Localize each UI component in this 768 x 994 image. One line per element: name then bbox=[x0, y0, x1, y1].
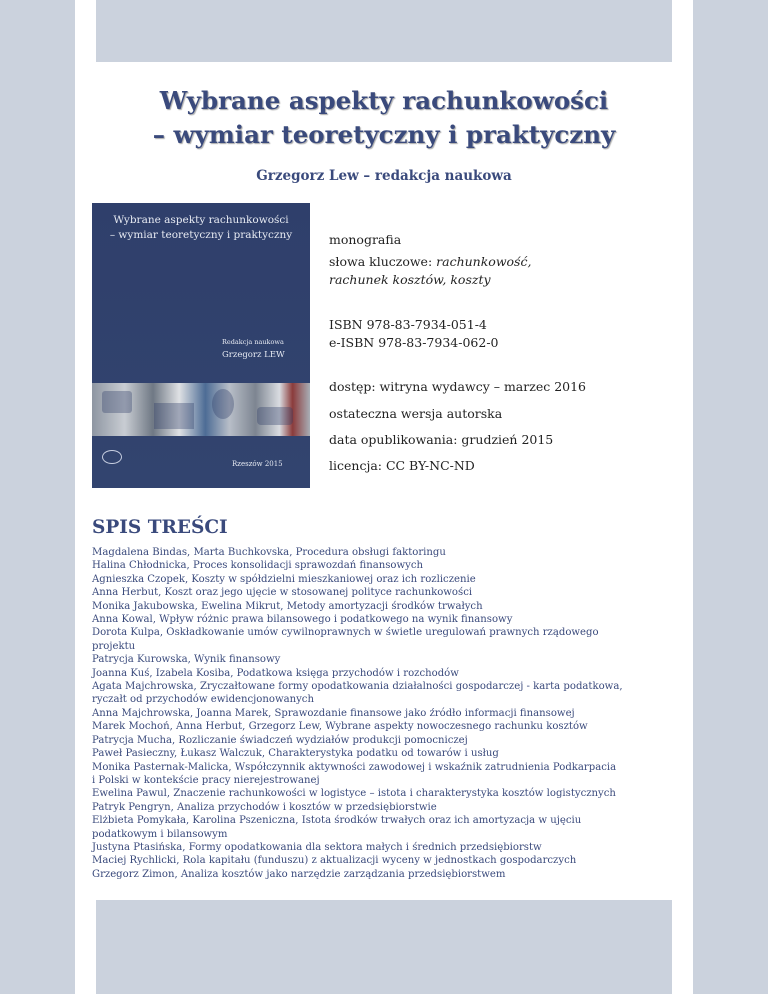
keywords-label: słowa kluczowe: bbox=[329, 254, 437, 269]
toc-line[interactable]: Paweł Pasieczny, Łukasz Walczuk, Charakterystyka podatku od towarów i usług bbox=[92, 748, 499, 760]
editor-credit: Grzegorz Lew – redakcja naukowa bbox=[256, 168, 512, 184]
toc-line[interactable]: Joanna Kuś, Izabela Kosiba, Podatkowa księga przychodów i rozchodów bbox=[92, 667, 459, 679]
toc-heading: SPIS TREŚCI bbox=[92, 517, 228, 538]
page-title-line-2: – wymiar teoretyczny i praktyczny bbox=[152, 120, 616, 149]
access-info: dostęp: witryna wydawcy – marzec 2016 bbox=[329, 379, 587, 394]
toc-line[interactable]: i Polski w kontekście pracy nierejestrowanej bbox=[92, 774, 320, 786]
toc-line[interactable]: Patrycja Kurowska, Wynik finansowy bbox=[92, 654, 281, 666]
publisher-logo-icon bbox=[102, 450, 122, 464]
isbn: ISBN 978-83-7934-051-4 bbox=[329, 317, 487, 332]
keywords-value: rachunkowość, bbox=[436, 254, 532, 269]
right-margin-band bbox=[693, 0, 768, 994]
toc-line[interactable]: Justyna Ptasińska, Formy opodatkowania dla sektora małych i średnich przedsiębiorstw bbox=[92, 841, 542, 853]
toc-line[interactable]: Anna Herbut, Koszt oraz jego ujęcie w stosowanej polityce rachunkowości bbox=[92, 587, 473, 599]
book-cover[interactable] bbox=[92, 203, 310, 488]
keywords-line-2 bbox=[329, 271, 491, 289]
cover-photo-object bbox=[102, 391, 132, 413]
cover-title bbox=[92, 213, 310, 243]
toc-line[interactable]: Halina Chłodnicka, Proces konsolidacji sprawozdań finansowych bbox=[92, 560, 423, 572]
toc-line[interactable]: ryczałt od przychodów ewidencjonowanych bbox=[92, 694, 314, 706]
toc-line[interactable]: Maciej Rychlicki, Rola kapitału (funduszu) z aktualizacji wyceny w jednostkach gospodarczych bbox=[92, 855, 577, 867]
publication-type: monografia bbox=[329, 232, 402, 247]
table-of-contents bbox=[92, 546, 692, 881]
cover-photo-object bbox=[154, 403, 194, 429]
publication-date: data opublikowania: grudzień 2015 bbox=[329, 432, 554, 447]
toc-line[interactable]: Agata Majchrowska, Zryczałtowane formy opodatkowania działalności gospodarczej - karta podatkowa, bbox=[92, 681, 623, 693]
cover-photo-object bbox=[257, 407, 293, 425]
cover-city-year: Rzeszów 2015 bbox=[232, 460, 283, 468]
version-info: ostateczna wersja autorska bbox=[329, 406, 503, 421]
toc-line[interactable]: Grzegorz Zimon, Analiza kosztów jako narzędzie zarządzania przedsiębiorstwem bbox=[92, 868, 506, 880]
toc-line[interactable]: Dorota Kulpa, Oskładkowanie umów cywilnoprawnych w świetle uregulowań prawnych rządowego bbox=[92, 627, 599, 639]
license-info: licencja: CC BY-NC-ND bbox=[329, 458, 475, 473]
toc-line[interactable]: Monika Jakubowska, Ewelina Mikrut, Metody amortyzacji środków trwałych bbox=[92, 600, 483, 612]
toc-line[interactable]: Patrycja Mucha, Rozliczanie świadczeń wydziałów produkcji pomocniczej bbox=[92, 734, 468, 746]
keywords-value-continued: rachunek kosztów, koszty bbox=[329, 272, 491, 287]
cover-editor: Grzegorz LEW bbox=[222, 350, 285, 360]
cover-photo bbox=[92, 383, 310, 436]
cover-title-line-2: – wymiar teoretyczny i praktyczny bbox=[109, 229, 293, 241]
cover-photo-object bbox=[212, 389, 234, 419]
e-isbn: e-ISBN 978-83-7934-062-0 bbox=[329, 335, 499, 350]
toc-line[interactable]: podatkowym i bilansowym bbox=[92, 828, 228, 840]
left-margin-band bbox=[0, 0, 75, 994]
toc-line[interactable]: projektu bbox=[92, 640, 136, 652]
toc-line[interactable]: Elżbieta Pomykała, Karolina Pszeniczna, Istota środków trwałych oraz ich amortyzacja w ujęciu bbox=[92, 815, 582, 827]
header-block bbox=[96, 0, 672, 62]
footer-block bbox=[96, 900, 672, 994]
cover-title-line-1: Wybrane aspekty rachunkowości bbox=[113, 214, 289, 226]
toc-line[interactable]: Agnieszka Czopek, Koszty w spółdzielni mieszkaniowej oraz ich rozliczenie bbox=[92, 573, 476, 585]
toc-line[interactable]: Marek Mochoń, Anna Herbut, Grzegorz Lew, Wybrane aspekty nowoczesnego rachunku kosztów bbox=[92, 721, 588, 733]
keywords-line-1 bbox=[329, 253, 531, 271]
cover-redakcja: Redakcja naukowa bbox=[222, 338, 284, 346]
toc-line[interactable]: Monika Pasternak-Malicka, Współczynnik aktywności zawodowej i wskaźnik zatrudnienia Podkarpacia bbox=[92, 761, 617, 773]
page-title-line-1: Wybrane aspekty rachunkowości bbox=[159, 86, 609, 115]
toc-line[interactable]: Patryk Pengryn, Analiza przychodów i kosztów w przedsiębiorstwie bbox=[92, 801, 437, 813]
toc-line[interactable]: Anna Majchrowska, Joanna Marek, Sprawozdanie finansowe jako źródło informacji finansowej bbox=[92, 707, 575, 719]
toc-line[interactable]: Ewelina Pawul, Znaczenie rachunkowości w logistyce – istota i charakterystyka kosztów logistycznych bbox=[92, 788, 616, 800]
toc-line[interactable]: Magdalena Bindas, Marta Buchkovska, Procedura obsługi faktoringu bbox=[92, 547, 446, 558]
toc-line[interactable]: Anna Kowal, Wpływ różnic prawa bilansowego i podatkowego na wynik finansowy bbox=[92, 614, 513, 626]
